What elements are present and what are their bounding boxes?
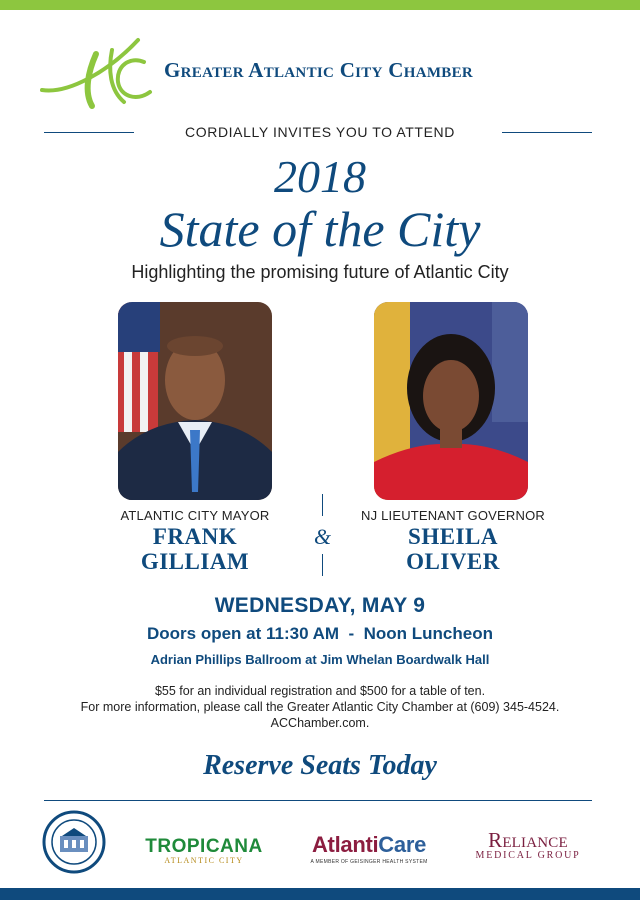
- event-subtitle: Highlighting the promising future of Atlantic City: [131, 262, 509, 282]
- tropicana-sub: ATLANTIC CITY: [164, 856, 244, 865]
- atlanticare-name-part1: Atlanti: [311, 832, 379, 857]
- event-info: [0, 683, 640, 731]
- reliance-logo: [466, 828, 590, 861]
- tropicana-name: TROPICANA: [145, 836, 263, 857]
- city-seal-icon: [42, 810, 106, 874]
- event-venue: Adrian Phillips Ballroom at Jim Whelan Boardwalk Hall: [150, 652, 490, 667]
- speaker-first-name: SHEILA: [408, 524, 498, 549]
- mayor-photo: [118, 302, 272, 500]
- speaker-name-lt-governor: [338, 524, 568, 574]
- event-title: State of the City: [159, 201, 481, 257]
- atlanticare-logo: [298, 832, 440, 865]
- event-date: WEDNESDAY, MAY 9: [214, 594, 426, 617]
- org-name: Greater Atlantic City Chamber: [164, 58, 474, 82]
- pricing-text: $55 for an individual registration and $500 for a table of ten.: [154, 684, 486, 698]
- tropicana-logo: [132, 836, 276, 865]
- event-year: 2018: [274, 151, 366, 202]
- speaker-last-name: GILLIAM: [140, 549, 250, 574]
- reserve-seats-cta[interactable]: Reserve Seats Today: [203, 750, 437, 781]
- ampersand: &: [314, 524, 332, 549]
- speaker-divider-bottom: [322, 554, 323, 576]
- top-accent-bar: [0, 0, 640, 10]
- invite-line: CORDIALLY INVITES YOU TO ATTEND: [185, 124, 455, 140]
- website-link[interactable]: ACChamber.com.: [270, 716, 370, 730]
- speaker-role-lt-governor: NJ LIEUTENANT GOVERNOR: [360, 508, 546, 523]
- chamber-logo-icon: [38, 32, 154, 112]
- speaker-name-mayor: [80, 524, 310, 574]
- reliance-name: Reliance: [488, 828, 568, 852]
- speaker-last-name: OLIVER: [406, 549, 500, 574]
- reliance-sub: MEDICAL GROUP: [475, 850, 581, 861]
- contact-text: For more information, please call the Greater Atlantic City Chamber at (609) 345-4524.: [80, 700, 560, 714]
- atlanticare-name-part2: Care: [378, 832, 427, 857]
- event-doors-time: Doors open at 11:30 AM - Noon Luncheon: [146, 624, 493, 643]
- bottom-accent-bar: [0, 888, 640, 900]
- atlanticare-sub: A MEMBER OF GEISINGER HEALTH SYSTEM: [310, 859, 428, 865]
- speaker-divider-top: [322, 494, 323, 516]
- sponsor-divider: [44, 800, 592, 801]
- speaker-first-name: FRANK: [152, 524, 238, 549]
- speaker-role-mayor: ATLANTIC CITY MAYOR: [120, 508, 270, 523]
- lt-governor-photo: [374, 302, 528, 500]
